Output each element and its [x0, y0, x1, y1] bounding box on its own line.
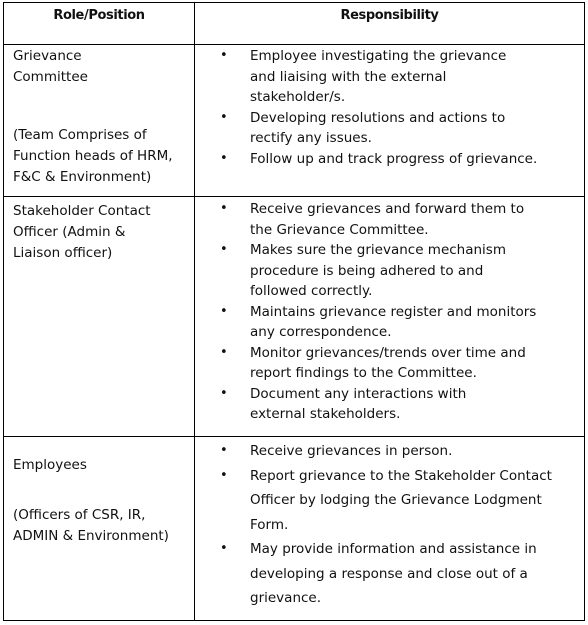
bullet-icon: • — [220, 201, 228, 216]
role-note-line: (Officers of CSR, IR, — [13, 506, 146, 523]
bullet-icon: • — [220, 303, 228, 319]
list-item: • Follow up and track progress of grievance. — [195, 149, 578, 170]
bullet-icon: • — [220, 242, 228, 257]
list-item: • Makes sure the grievance mechanism procedure is being adhered to and followed correctly. — [220, 242, 506, 299]
list-item: • May provide information and assistance in developing a response and close out of a grievance. — [195, 537, 578, 611]
role-title-line: Officer (Admin & — [13, 224, 126, 240]
responsibility-cell — [195, 437, 585, 621]
bullet-icon: • — [220, 467, 228, 483]
bullet-icon: • — [220, 48, 228, 63]
header-responsibility: Responsibility — [195, 3, 585, 45]
list-item: • Monitor grievances/trends over time and report findings to the Committee. — [220, 344, 526, 381]
responsibility-cell — [195, 45, 585, 197]
role-cell — [4, 45, 195, 197]
role-title-line: Employees — [13, 457, 87, 473]
role-note-line: F&C & Environment) — [13, 169, 152, 185]
bullet-icon: • — [220, 385, 228, 401]
role-title-line: Committee — [13, 69, 88, 85]
role-title-line: Liaison officer) — [13, 245, 113, 261]
table-row — [4, 197, 585, 437]
responsibility-list — [195, 197, 584, 425]
role-title-line: Stakeholder Contact — [13, 203, 151, 219]
responsibility-cell — [195, 197, 585, 437]
list-item: • Report grievance to the Stakeholder Contact Officer by lodging the Grievance Lodgment Form. — [195, 464, 578, 538]
list-item: • Maintains grievance register and monitors any correspondence. — [220, 303, 537, 340]
responsibility-list — [195, 437, 584, 611]
role-note-line: (Team Comprises of — [13, 127, 147, 143]
role-title-line: Grievance — [13, 48, 82, 64]
role-cell — [4, 197, 195, 437]
role-note-line: ADMIN & Environment) — [13, 528, 169, 544]
list-item: • Developing resolutions and actions to rectify any issues. — [220, 109, 506, 146]
responsibility-list — [195, 45, 584, 169]
table-row — [4, 45, 585, 197]
bullet-icon: • — [220, 541, 228, 556]
role-cell — [4, 437, 195, 621]
bullet-icon: • — [220, 443, 228, 458]
list-item: • Receive grievances and forward them to the Grievance Committee. — [220, 201, 525, 238]
responsibility-table — [3, 2, 585, 621]
list-item: • Receive grievances in person. — [195, 439, 578, 464]
list-item: • Document any interactions with external stakeholders. — [220, 385, 467, 422]
bullet-icon: • — [220, 109, 228, 125]
header-role-position: Role/Position — [4, 3, 195, 45]
list-item: • Employee investigating the grievance and liaising with the external stakeholder/s. — [220, 48, 507, 105]
table-row — [4, 437, 585, 621]
bullet-icon: • — [220, 150, 228, 166]
bullet-icon: • — [220, 344, 228, 360]
role-note-line: Function heads of HRM, — [13, 148, 173, 164]
header-row — [4, 3, 585, 45]
